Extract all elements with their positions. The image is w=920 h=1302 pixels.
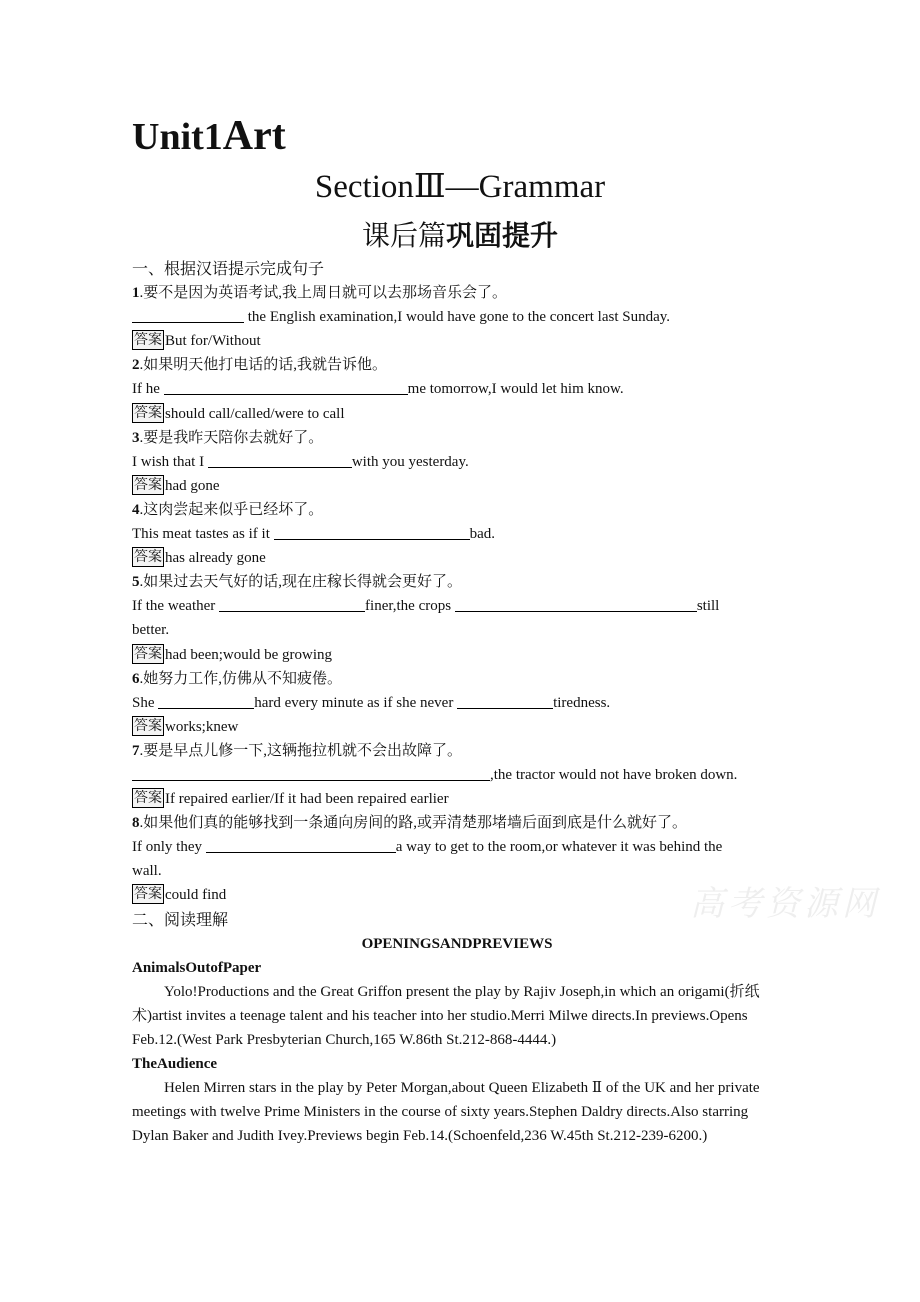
- answer-blank: [455, 597, 697, 612]
- article-title: OPENINGSANDPREVIEWS: [361, 935, 553, 952]
- answer-blank: [208, 453, 352, 468]
- question-2-sentence: If he me tomorrow,I would let him know.: [132, 381, 624, 398]
- answer-blank: [274, 525, 470, 540]
- item-2-text: Helen Mirren stars in the play by Peter Morgan,about Queen Elizabeth Ⅱ of the UK and her private meetings with twelve Prime Ministers in the course of sixty years.Stephen Daldry directs.Also starring Dylan Baker and Judith Ivey.Previews begin Feb.14.(Schoenfeld,236 W.45th St.212-239-6200.): [132, 1080, 760, 1145]
- question-6-sentence: She hard every minute as if she never tiredness.: [132, 694, 611, 711]
- answer-label: 答案: [134, 476, 162, 493]
- answer-label: 答案: [134, 549, 162, 566]
- question-3-answer: 答案 had gone: [134, 476, 220, 494]
- question-8-answer: 答案 could find: [134, 886, 227, 904]
- unit-name: Art: [222, 113, 286, 159]
- subtitle-part-b: 巩固提升: [446, 221, 559, 252]
- question-3-prompt: 3.要是我昨天陪你去就好了。: [132, 429, 324, 446]
- question-4-answer: 答案 has already gone: [134, 549, 266, 567]
- question-1-prompt: 1.要不是因为英语考试,我上周日就可以去那场音乐会了。: [132, 285, 508, 302]
- question-1-answer: 答案 But for/Without: [134, 332, 261, 350]
- question-5-prompt: 5.如果过去天气好的话,现在庄稼长得就会更好了。: [132, 574, 463, 591]
- question-6-prompt: 6.她努力工作,仿佛从不知疲倦。: [132, 670, 343, 687]
- part2-heading: 二、阅读理解: [132, 909, 229, 929]
- question-1-sentence: the English examination,I would have gone to the concert last Sunday.: [132, 305, 782, 329]
- question-2-prompt: 2.如果明天他打电话的话,我就告诉他。: [132, 357, 388, 374]
- item-1-text: Yolo!Productions and the Great Griffon present the play by Rajiv Joseph,in which an origami(折纸术)artist invites a teenage talent and his teacher into her studio.Merri Milwe directs.In previews.Opens Feb.12.(West Park Presbyterian Church,165 W.86th St.212-868-4444.): [132, 983, 760, 1048]
- question-4-prompt: 4.这肉尝起来似乎已经坏了。: [132, 501, 324, 518]
- item-1-title: AnimalsOutofPaper: [132, 959, 262, 976]
- section-title: SectionⅢ—Grammar: [314, 169, 606, 205]
- question-7-sentence: ,the tractor would not have broken down.: [132, 763, 782, 787]
- question-7-answer: 答案 If repaired earlier/If it had been repaired earlier: [134, 790, 449, 808]
- answer-blank: [132, 766, 490, 781]
- answer-blank: [132, 308, 244, 323]
- answer-blank: [158, 694, 254, 709]
- question-7-prompt: 7.要是早点儿修一下,这辆拖拉机就不会出故障了。: [132, 742, 463, 759]
- question-8-prompt: 8.如果他们真的能够找到一条通向房间的路,或弄清楚那堵墙后面到底是什么就好了。: [132, 815, 688, 832]
- unit-title: [132, 112, 286, 160]
- answer-blank: [457, 694, 553, 709]
- answer-label: 答案: [134, 886, 162, 903]
- question-2-answer: 答案 should call/called/were to call: [134, 404, 345, 422]
- answer-label: 答案: [134, 790, 162, 807]
- answer-blank: [164, 380, 408, 395]
- question-5-sentence-cont: better.: [132, 622, 170, 639]
- question-8-sentence: If only they a way to get to the room,or whatever it was behind the: [132, 839, 723, 856]
- unit-number: Unit1: [132, 116, 223, 158]
- question-5-answer: 答案 had been;would be growing: [134, 645, 333, 663]
- answer-blank: [219, 597, 365, 612]
- lesson-subtitle: [0, 214, 920, 254]
- answer-label: 答案: [134, 717, 162, 734]
- question-6-answer: 答案 works;knew: [134, 717, 239, 735]
- question-8-sentence-cont: wall.: [132, 863, 162, 880]
- answer-label: 答案: [134, 404, 162, 421]
- subtitle-part-a: 课后篇: [361, 221, 446, 252]
- answer-label: 答案: [134, 645, 162, 662]
- answer-blank: [206, 838, 396, 853]
- part1-heading: 一、根据汉语提示完成句子: [132, 259, 325, 278]
- question-3-sentence: I wish that I with you yesterday.: [132, 453, 469, 470]
- answer-label: 答案: [134, 332, 162, 349]
- document-body: [132, 257, 782, 1148]
- watermark-logo: 高考资源网: [690, 884, 880, 924]
- question-5-sentence: If the weather finer,the crops still: [132, 598, 720, 615]
- item-2-title: TheAudience: [132, 1056, 218, 1073]
- question-4-sentence: This meat tastes as if it bad.: [132, 526, 496, 543]
